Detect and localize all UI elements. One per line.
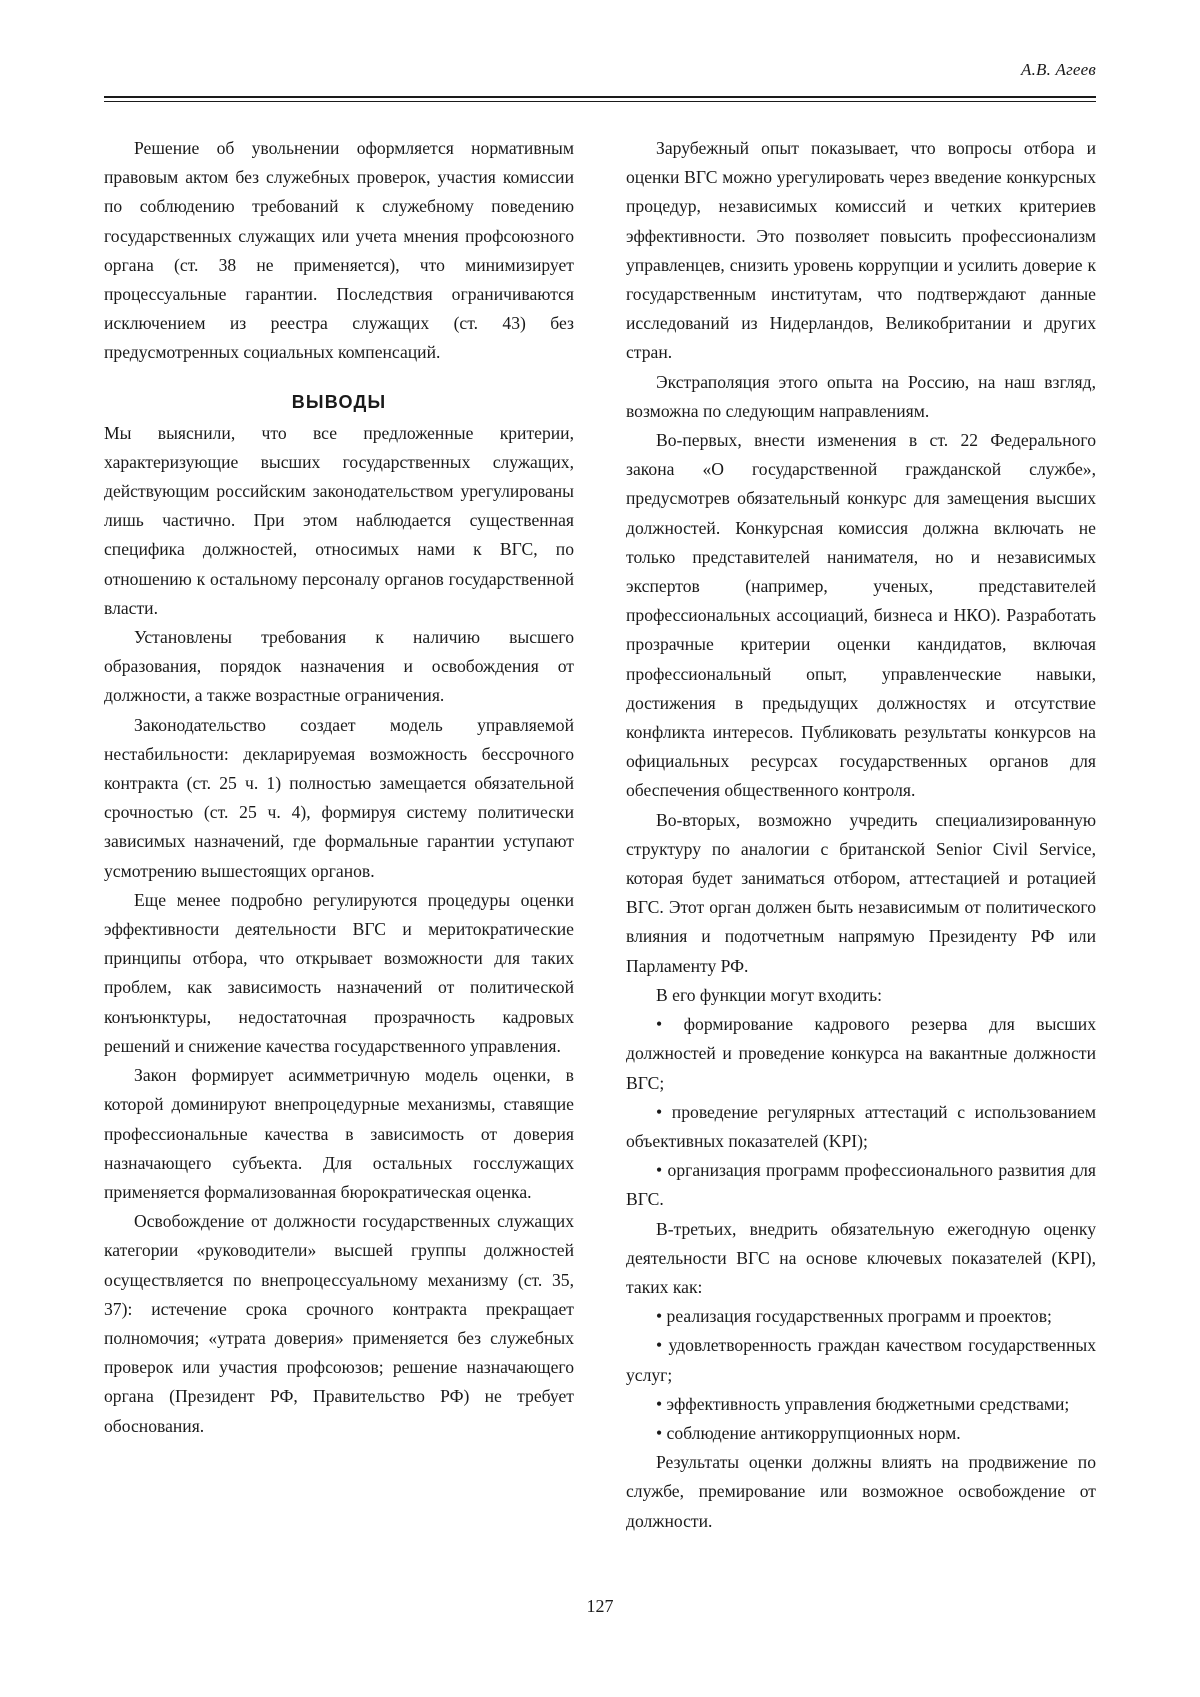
header-author: А.В. Агеев [1020,60,1096,79]
page-number: 127 [586,1596,614,1616]
list-item: • соблюдение антикоррупционных норм. [656,1422,961,1443]
paragraph: Экстраполяция этого опыта на Россию, на наш взгляд, возможна по следующим направлениям. [626,371,1096,421]
list-item: • удовлетворенность граждан качеством государственных услуг; [626,1335,1096,1385]
paragraph: Решение об увольнении оформляется нормативным правовым актом без служебных проверок, участия комиссии по соблюдению требований к служебному поведению государственных служащих или учета мнения профсоюзного органа (ст. 38 не применяется), что минимизирует процессуальные гарантии. Последствия ограничиваются исключением из реестра служащих (ст. 43) без предусмотренных социальных компенсаций. [104,138,574,363]
list-item: • эффективность управления бюджетными средствами; [656,1393,1070,1414]
header-rule-thin [104,101,1096,102]
list-item: • реализация государственных программ и проектов; [656,1306,1052,1327]
list-item: • формирование кадрового резерва для высших должностей и проведение конкурса на вакантные должности ВГС; [626,1014,1096,1093]
paragraph: Освобождение от должности государственных служащих категории «руководители» высшей группы должностей осуществляется по внепроцессуальному механизму (ст. 35, 37): истечение срока срочного контракта прекращает полномочия; «утрата доверия» применяется без служебных проверок или участия профсоюзов; решение назначающего органа (Президент РФ, Правительство РФ) не требует обоснования. [104,1211,574,1436]
paragraph: Мы выяснили, что все предложенные критерии, характеризующие высших государственных служащих, действующим российским законодательством урегулированы лишь частично. При этом наблюдается существенная специфика должностей, относимых нами к ВГС, по отношению к остальному персоналу органов государственной власти. [104,422,574,618]
paragraph: В-третьих, внедрить обязательную ежегодную оценку деятельности ВГС на основе ключевых показателей (KPI), таких как: [626,1218,1096,1297]
paragraph: Во-первых, внести изменения в ст. 22 Федерального закона «О государственной гражданской службе», предусмотрев обязательный конкурс для замещения высших должностей. Конкурсная комиссия должна включать не только представителей нанимателя, но и независимых экспертов (например, ученых, представителей профессиональных ассоциаций, бизнеса и НКО). Разработать прозрачные критерии оценки кандидатов, включая профессиональный опыт, управленческие навыки, достижения в предыдущих должностях и отсутствие конфликта интересов. Публиковать результаты конкурсов на официальных ресурсах государственных органов для обеспечения общественного контроля. [626,430,1096,801]
paragraph: Зарубежный опыт показывает, что вопросы отбора и оценки ВГС можно урегулировать через введение конкурсных процедур, независимых комиссий и четких критериев эффективности. Это позволяет повысить профессионализм управленцев, снизить уровень коррупции и усилить доверие к государственным институтам, что подтверждают данные исследований из Нидерландов, Великобритании и других стран. [626,138,1096,363]
paragraph: Законодательство создает модель управляемой нестабильности: декларируемая возможность бессрочного контракта (ст. 25 ч. 1) полностью замещается обязательной срочностью (ст. 25 ч. 4), формируя систему политически зависимых назначений, где формальные гарантии уступают усмотрению вышестоящих органов. [104,714,574,881]
section-heading-vyvody: ВЫВОДЫ [291,391,387,412]
paragraph: В его функции могут входить: [656,984,883,1005]
paragraph: Закон формирует асимметричную модель оценки, в которой доминируют внепроцедурные механизмы, ставящие профессиональные качества в зависимость от доверия назначающего субъекта. Для остальных госслужащих применяется формализованная бюрократическая оценка. [104,1065,574,1202]
list-item: • организация программ профессионального развития для ВГС. [626,1160,1096,1210]
paragraph: Во-вторых, возможно учредить специализированную структуру по аналогии с британской Senior Civil Service, которая будет заниматься отбором, аттестацией и ротацией ВГС. Этот орган должен быть независимым от политического влияния и подотчетным напрямую Президенту РФ или Парламенту РФ. [626,809,1096,976]
paragraph: Еще менее подробно регулируются процедуры оценки эффективности деятельности ВГС и меритократические принципы отбора, что открывает возможности для таких проблем, как зависимость назначений от политической конъюнктуры, недостаточная прозрачность кадровых решений и снижение качества государственного управления. [104,889,574,1056]
paragraph: Результаты оценки должны влиять на продвижение по службе, премирование или возможное освобождение от должности. [626,1452,1096,1531]
page-header [104,60,1096,104]
paragraph: Установлены требования к наличию высшего образования, порядок назначения и освобождения от должности, а также возрастные ограничения. [104,627,574,706]
header-rule-thick [104,96,1096,98]
list-item: • проведение регулярных аттестаций с использованием объективных показателей (KPI); [626,1101,1096,1151]
left-column [104,134,574,1536]
two-column-body [104,134,1096,1536]
right-column [626,134,1096,1536]
